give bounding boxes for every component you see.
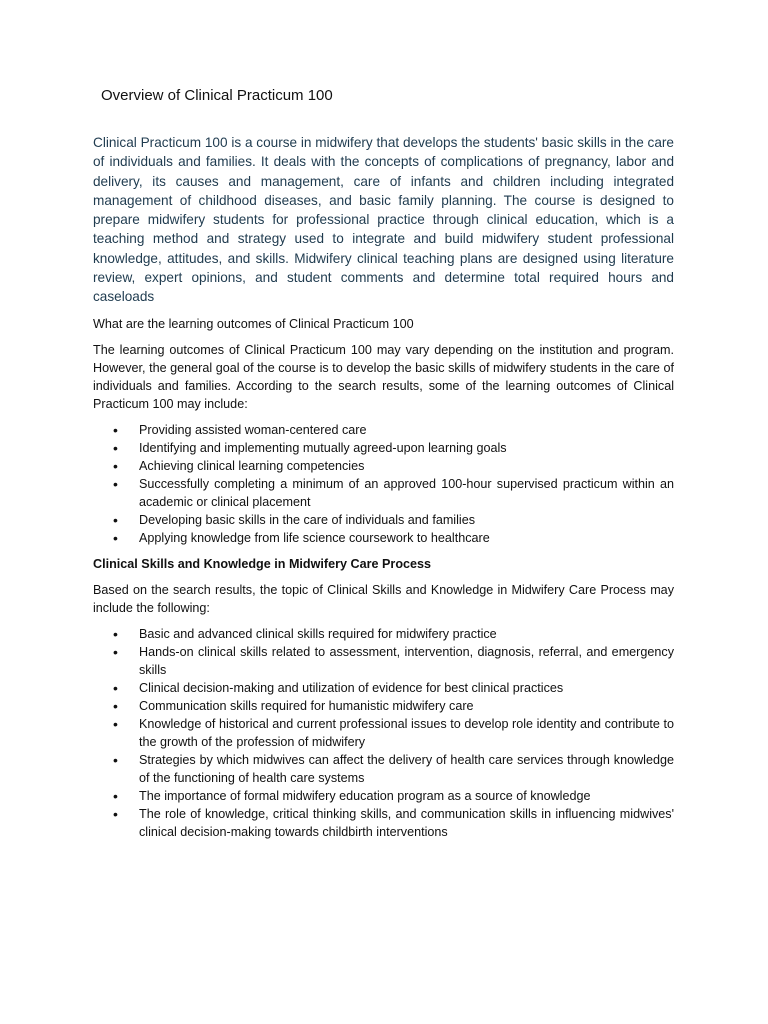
- outcomes-paragraph: The learning outcomes of Clinical Practicum 100 may vary depending on the institution and program. However, the general goal of the course is to develop the basic skills of midwifery students in the care of individuals and families. According to the search results, some of the learning outcomes of Clinical Practicum 100 may include:: [93, 342, 674, 411]
- skills-list: [93, 625, 674, 841]
- skills-paragraph: Based on the search results, the topic of Clinical Skills and Knowledge in Midwifery Care Process may include the following:: [93, 582, 674, 615]
- outcome-item: • Achieving clinical learning competencies: [93, 457, 674, 475]
- outcomes-heading: What are the learning outcomes of Clinical Practicum 100: [93, 316, 414, 331]
- outcomes-list: [93, 421, 674, 547]
- skill-item: • The importance of formal midwifery education program as a source of knowledge: [93, 787, 674, 805]
- skill-item: • Communication skills required for humanistic midwifery care: [93, 697, 674, 715]
- skill-item: • Clinical decision-making and utilization of evidence for best clinical practices: [93, 679, 674, 697]
- document-body: [93, 133, 674, 849]
- outcome-item: • Identifying and implementing mutually agreed-upon learning goals: [93, 439, 674, 457]
- skill-item: • Hands-on clinical skills related to assessment, intervention, diagnosis, referral, and emergency skills: [93, 643, 674, 679]
- outcome-item: • Providing assisted woman-centered care: [93, 421, 674, 439]
- outcome-item: • Successfully completing a minimum of an approved 100-hour supervised practicum within an academic or clinical placement: [93, 475, 674, 511]
- outcome-item: • Applying knowledge from life science coursework to healthcare: [93, 529, 674, 547]
- skill-item: • Strategies by which midwives can affect the delivery of health care services through knowledge of the functioning of health care systems: [93, 751, 674, 787]
- skill-item: • Knowledge of historical and current professional issues to develop role identity and contribute to the growth of the profession of midwifery: [93, 715, 674, 751]
- intro-paragraph: Clinical Practicum 100 is a course in midwifery that develops the students' basic skills in the care of individuals and families. It deals with the concepts of complications of pregnancy, labor and delivery, its causes and management, care of infants and children including integrated management of childhood diseases, and basic family planning. The course is designed to prepare midwifery students for professional practice through clinical education, which is a teaching method and strategy used to integrate and build midwifery student professional knowledge, attitudes, and skills. Midwifery clinical teaching plans are designed using literature review, expert opinions, and student comments and determine total required hours and caseloads: [93, 135, 674, 305]
- page-title: Overview of Clinical Practicum 100: [101, 87, 333, 104]
- skill-item: • The role of knowledge, critical thinking skills, and communication skills in influencing midwives' clinical decision-making towards childbirth interventions: [93, 805, 674, 841]
- skill-item: • Basic and advanced clinical skills required for midwifery practice: [93, 625, 674, 643]
- skills-heading: Clinical Skills and Knowledge in Midwifery Care Process: [93, 556, 432, 571]
- outcome-item: • Developing basic skills in the care of individuals and families: [93, 511, 674, 529]
